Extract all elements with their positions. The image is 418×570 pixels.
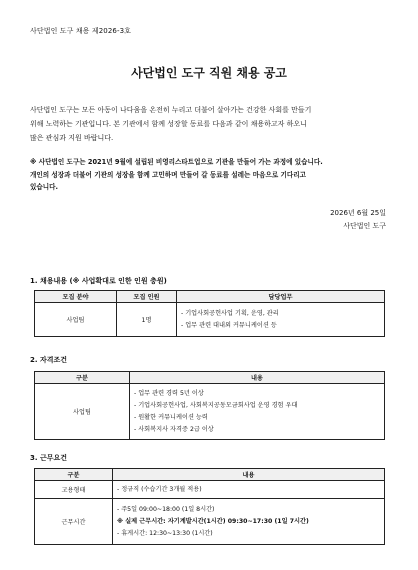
- table-header-row: [35, 469, 385, 481]
- document-number: 사단법인 도구 채용 제2026-3호: [30, 27, 131, 35]
- recruit-duties-cell: [177, 303, 385, 337]
- table-header-row: [35, 372, 385, 384]
- qualification-item: - 기업사회공헌사업, 사회복지공동모금회사업 운영 경험 우대: [134, 401, 298, 409]
- notice-line: ※ 사단법인 도구는 2021년 9월에 설립된 비영리스타트업으로 기관을 만들어 가는 과정에 있습니다.: [30, 158, 323, 166]
- intro-paragraph: [30, 103, 390, 145]
- employment-label-cell: 고용형태: [35, 481, 113, 499]
- conditions-table: [34, 468, 385, 545]
- table-header-cell: 구분: [35, 469, 113, 481]
- table-row: [35, 303, 385, 337]
- issuer-name: 사단법인 도구: [343, 222, 386, 230]
- notice-paragraph: [30, 156, 392, 194]
- table-header-cell: 내용: [130, 372, 385, 384]
- table-header-cell: 내용: [113, 469, 385, 481]
- section-title-recruitment: 1. 채용내용 (※ 사업확대로 인한 인원 충원): [30, 277, 167, 285]
- table-row: [35, 499, 385, 545]
- table-header-cell: 모집 인원: [117, 291, 177, 303]
- notice-line: 있습니다.: [30, 183, 58, 191]
- section-title-conditions: 3. 근무요건: [30, 454, 68, 462]
- qualification-item: - 업무 관련 경력 5년 이상: [134, 389, 204, 397]
- page-title: 사단법인 도구 직원 채용 공고: [131, 66, 287, 80]
- intro-line: 사단법인 도구는 모든 아동이 나다움을 온전히 누리고 더불어 살아가는 건강한 사회를 만들기: [30, 106, 312, 114]
- qualifications-table: [34, 371, 385, 440]
- qualification-item: - 원활한 커뮤니케이션 능력: [134, 413, 208, 421]
- duty-item: - 업무 관련 대내외 커뮤니케이션 등: [181, 321, 277, 329]
- intro-line: 위해 노력하는 기관입니다. 본 기관에서 함께 성장할 동료를 다음과 같이 채용하고자 하오니: [30, 120, 307, 128]
- issue-date: 2026년 6월 25일: [330, 209, 386, 217]
- intro-line: 많은 관심과 지원 바랍니다.: [30, 134, 114, 142]
- hours-line: - 주5일 09:00~18:00 (1일 8시간): [117, 505, 215, 513]
- table-row: [35, 384, 385, 440]
- hours-label-cell: 근무시간: [35, 499, 113, 545]
- recruitment-table: [34, 290, 385, 337]
- duty-item: - 기업사회공헌사업 기획, 운영, 관리: [181, 309, 279, 317]
- recruit-count-cell: 1명: [117, 303, 177, 337]
- table-header-row: [35, 291, 385, 303]
- qualification-item: - 사회복지사 자격증 2급 이상: [134, 425, 214, 433]
- section-title-qualifications: 2. 자격조건: [30, 356, 68, 364]
- employment-value-cell: - 정규직 (수습기간 3개월 적용): [113, 481, 385, 499]
- notice-line: 개인의 성장과 더불어 기관의 성장을 함께 고민하며 만들어 갈 동료를 설레는 마음으로 기다리고: [30, 170, 306, 179]
- table-row: [35, 481, 385, 499]
- qualification-label-cell: 사업팀: [35, 384, 130, 440]
- table-header-cell: 구분: [35, 372, 130, 384]
- hours-line-highlight: ※ 실제 근무시간: 자기계발시간(1시간) 09:30~17:30 (1일 7시간): [117, 517, 309, 525]
- table-header-cell: 담당업무: [177, 291, 385, 303]
- table-header-cell: 모집 분야: [35, 291, 117, 303]
- hours-value-cell: [113, 499, 385, 545]
- hours-line: - 휴게시간: 12:30~13:30 (1시간): [117, 529, 213, 537]
- qualification-items-cell: [130, 384, 385, 440]
- recruit-field-cell: 사업팀: [35, 303, 117, 337]
